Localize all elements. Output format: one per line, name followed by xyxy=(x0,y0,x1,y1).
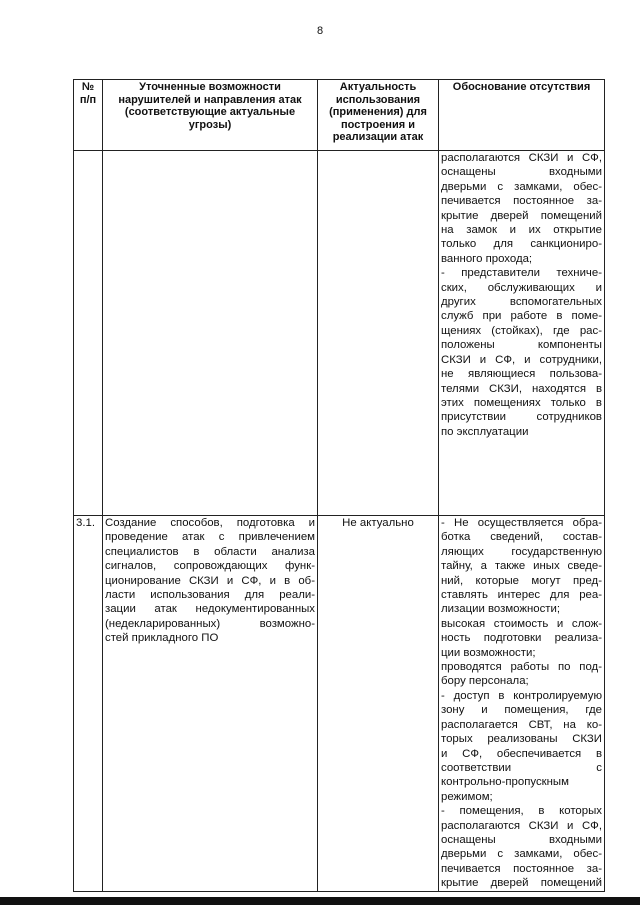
text-line: положены компоненты xyxy=(441,339,602,352)
cell-justification xyxy=(439,516,605,892)
text-line: присутствии сотрудников xyxy=(441,411,602,424)
text-line: дверьми с замками, обес- xyxy=(441,848,602,861)
text-line: соответствии с xyxy=(441,761,602,774)
text-line: ность подготовки реализа- xyxy=(441,632,602,645)
cell-capability xyxy=(103,516,318,892)
text-line: - доступ в контролируемую xyxy=(441,689,602,702)
text-line: располагается СВТ, на ко- xyxy=(441,718,602,731)
header-justification: Обоснование отсутствия xyxy=(439,80,605,151)
text-line: ставлять интерес для реа- xyxy=(441,589,602,602)
text-line: оснащены входными xyxy=(441,166,602,179)
text-line: ний, которые могут пред- xyxy=(441,574,602,587)
text-line: по эксплуатации xyxy=(441,425,529,438)
text-line: специалистов в области анализа xyxy=(105,545,315,558)
table-row-continuation xyxy=(74,151,605,516)
text-line: ции возможности; xyxy=(441,646,536,659)
text-line: зону и помещения, где xyxy=(441,704,602,717)
text-line: (недекларированных) возможно- xyxy=(105,617,315,630)
page-number: 8 xyxy=(316,25,324,37)
text-line: крытие дверей помещений xyxy=(441,209,602,222)
text-line: располагаются СКЗИ и СФ, xyxy=(441,152,602,164)
cell-num-empty xyxy=(74,151,103,516)
cell-justification-continuation xyxy=(439,151,605,516)
text-line: сигналов, сопровождающих функ- xyxy=(105,560,315,573)
text-line: стей прикладного ПО xyxy=(105,632,219,645)
text-line: и СФ, обеспечивается в xyxy=(441,747,602,760)
text-line: служб при работе в поме- xyxy=(441,310,602,323)
text-line: крытие дверей помещений xyxy=(441,877,602,890)
text-line: не являющиеся пользова- xyxy=(441,368,602,381)
header-capabilities: Уточненные возможности нарушителей и направления атак (соответствующие актуальные угрозы) xyxy=(103,80,318,151)
text-line: располагаются СКЗИ и СФ, xyxy=(441,819,602,832)
text-line: ционирование СКЗИ и СФ, и в об- xyxy=(105,574,315,587)
table-header-row xyxy=(74,80,605,151)
threat-table xyxy=(73,79,605,892)
text-line: проведение атак с привлечением xyxy=(105,531,315,544)
text-line: печивается постоянное за- xyxy=(441,195,602,208)
text-line: ботка сведений, состав- xyxy=(441,531,602,544)
text-line: оснащены входными xyxy=(441,833,602,846)
text-line: только для санкциониро- xyxy=(441,238,602,251)
text-line: дверьми с замками, обес- xyxy=(441,180,602,193)
table-row-3-1 xyxy=(74,516,605,892)
text-line: лизации возможности; xyxy=(441,603,561,616)
scan-edge xyxy=(0,897,640,905)
text-line: - помещения, в которых xyxy=(441,805,602,818)
text-line: бору персонала; xyxy=(441,675,529,688)
text-line: - Не осуществляется обра- xyxy=(441,517,602,529)
text-line: ванного прохода; xyxy=(441,252,533,265)
text-line: других вспомогательных xyxy=(441,296,602,309)
cell-relevance: Не актуально xyxy=(318,516,439,892)
header-relevance: Актуальность использования (применения) для построения и реализации атак xyxy=(318,80,439,151)
text-line: ляющих государственную xyxy=(441,545,602,558)
text-line: печивается постоянное за- xyxy=(441,862,602,875)
text-line: высокая стоимость и слож- xyxy=(441,617,602,630)
text-line: этих помещениях только в xyxy=(441,396,602,409)
text-line: тайну, а также иных сведе- xyxy=(441,560,602,573)
text-line: зации атак недокументированных xyxy=(105,603,315,616)
text-line: проводятся работы по под- xyxy=(441,661,602,674)
text-line: контрольно-пропускным xyxy=(441,776,569,789)
text-line: на замок и их открытие xyxy=(441,224,602,237)
header-num: № п/п xyxy=(74,80,103,151)
text-line: телями СКЗИ, находятся в xyxy=(441,382,602,395)
text-line: ских, обслуживающих и xyxy=(441,281,602,294)
cell-num: 3.1. xyxy=(74,516,103,892)
text-line: - представители техниче- xyxy=(441,267,602,280)
cell-capability-empty xyxy=(103,151,318,516)
text-line: СКЗИ и СФ, и сотрудники, xyxy=(441,353,602,366)
text-line: Создание способов, подготовка и xyxy=(105,517,315,529)
text-line: щениях (стойках), где рас- xyxy=(441,324,602,337)
text-line: ласти использования для реали- xyxy=(105,589,315,602)
text-line: режимом; xyxy=(441,790,493,803)
cell-relevance-empty xyxy=(318,151,439,516)
text-line: торых реализованы СКЗИ xyxy=(441,733,602,746)
